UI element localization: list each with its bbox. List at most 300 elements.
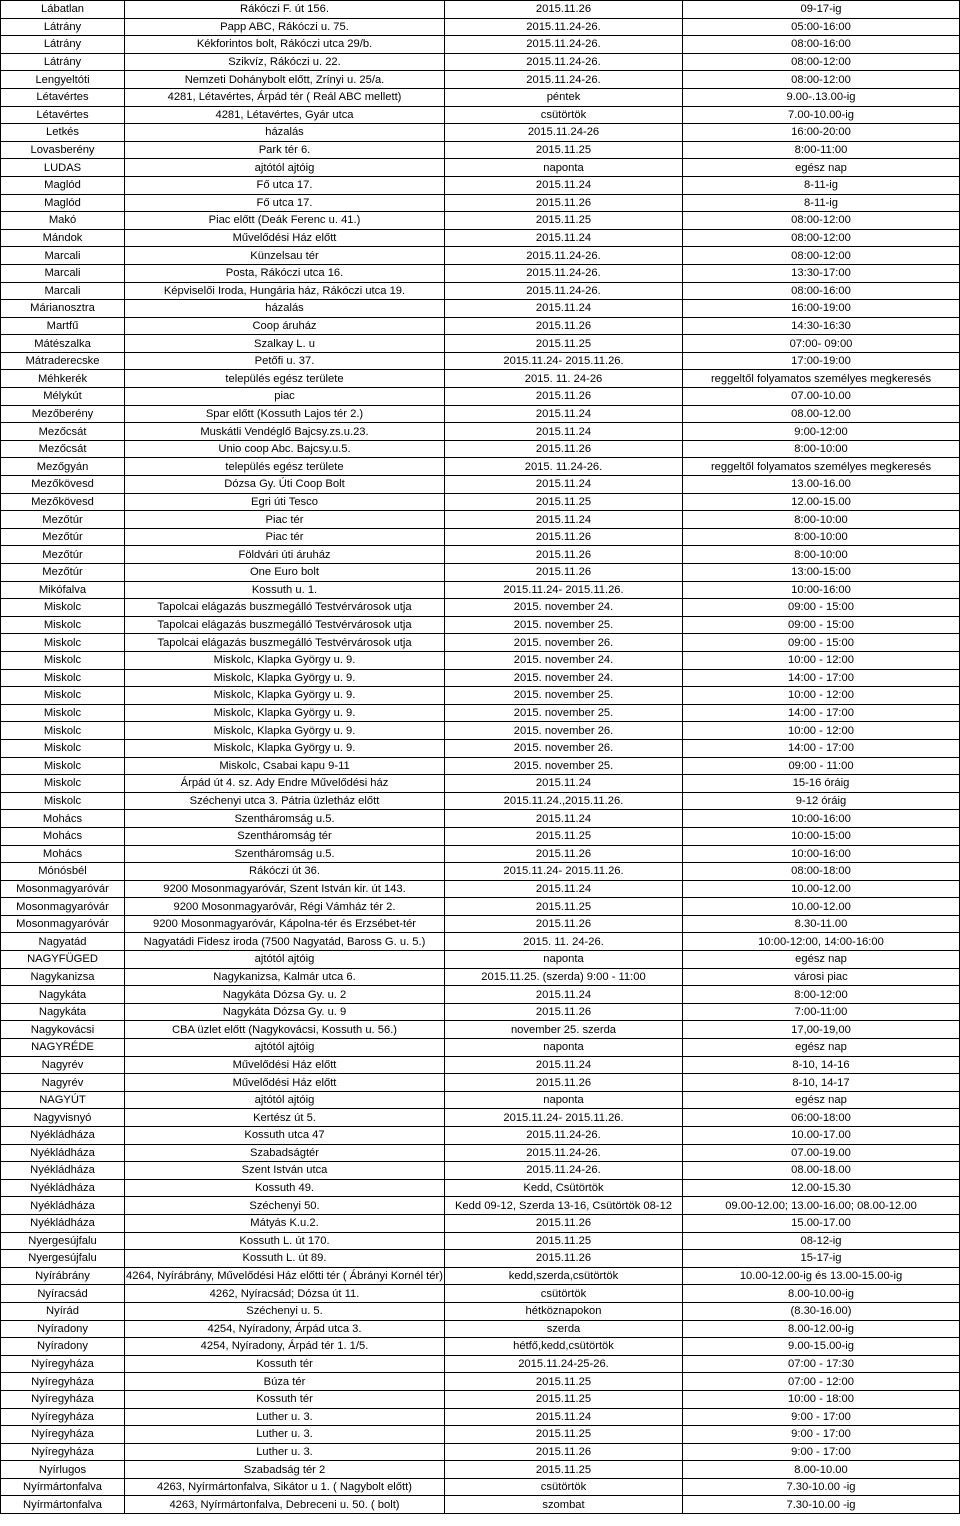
table-row xyxy=(1,458,960,476)
location-cell: Széchenyi u. 5. xyxy=(125,1302,445,1320)
time-cell: 08:00-12:00 xyxy=(683,71,960,89)
town-cell: Nagykáta xyxy=(1,986,125,1004)
table-row xyxy=(1,1232,960,1250)
time-cell: 12.00-15.30 xyxy=(683,1179,960,1197)
time-cell: 17:00-19:00 xyxy=(683,352,960,370)
date-cell: 2015.11.25 xyxy=(445,1232,683,1250)
table-row xyxy=(1,1250,960,1268)
time-cell: 8.00-12.00-ig xyxy=(683,1320,960,1338)
location-cell: Petőfi u. 37. xyxy=(125,352,445,370)
town-cell: Mezőcsát xyxy=(1,423,125,441)
table-row xyxy=(1,810,960,828)
table-row xyxy=(1,599,960,617)
town-cell: Mátészalka xyxy=(1,335,125,353)
date-cell: 2015. november 25. xyxy=(445,616,683,634)
location-cell: Nagykáta Dózsa Gy. u. 2 xyxy=(125,986,445,1004)
date-cell: 2015.11.24- 2015.11.26. xyxy=(445,863,683,881)
town-cell: Miskolc xyxy=(1,739,125,757)
town-cell: Látrány xyxy=(1,36,125,54)
time-cell: 12.00-15.00 xyxy=(683,493,960,511)
location-cell: Tapolcai elágazás buszmegálló Testvérvárosok utja xyxy=(125,599,445,617)
time-cell: 9:00 - 17:00 xyxy=(683,1426,960,1444)
date-cell: 2015.11.24 xyxy=(445,405,683,423)
town-cell: Méhkerék xyxy=(1,370,125,388)
location-cell: Nagykáta Dózsa Gy. u. 9 xyxy=(125,1003,445,1021)
date-cell: 2015.11.24 xyxy=(445,423,683,441)
location-cell: ajtótól ajtóig xyxy=(125,1091,445,1109)
time-cell: 13:30-17:00 xyxy=(683,264,960,282)
date-cell: 2015. 11.24-26. xyxy=(445,458,683,476)
town-cell: Nagyvisnyó xyxy=(1,1109,125,1127)
time-cell: 08-12-ig xyxy=(683,1232,960,1250)
town-cell: Márianosztra xyxy=(1,300,125,318)
table-row xyxy=(1,388,960,406)
time-cell: 7.30-10.00 -ig xyxy=(683,1496,960,1514)
time-cell: egész nap xyxy=(683,1039,960,1057)
location-cell: 9200 Mosonmagyaróvár, Szent István kir. út 143. xyxy=(125,880,445,898)
table-row xyxy=(1,1355,960,1373)
date-cell: 2015.11.24 xyxy=(445,1408,683,1426)
date-cell: 2015. november 25. xyxy=(445,687,683,705)
time-cell: 16:00-20:00 xyxy=(683,124,960,142)
town-cell: Nyírád xyxy=(1,1302,125,1320)
table-row xyxy=(1,229,960,247)
town-cell: Marcali xyxy=(1,247,125,265)
date-cell: 2015.11.24-26. xyxy=(445,1162,683,1180)
time-cell: 10.00-12.00 xyxy=(683,898,960,916)
time-cell: 08:00-18:00 xyxy=(683,863,960,881)
date-cell: szerda xyxy=(445,1320,683,1338)
location-cell: Nagyatádi Fidesz iroda (7500 Nagyatád, Baross G. u. 5.) xyxy=(125,933,445,951)
time-cell: reggeltől folyamatos személyes megkeresés xyxy=(683,370,960,388)
time-cell: 10.00-12.00 xyxy=(683,880,960,898)
date-cell: 2015. 11. 24-26. xyxy=(445,933,683,951)
location-cell: Szentháromság u.5. xyxy=(125,845,445,863)
town-cell: Mezőtúr xyxy=(1,546,125,564)
location-cell: 4262, Nyíracsád; Dózsa út 11. xyxy=(125,1285,445,1303)
table-row xyxy=(1,1162,960,1180)
table-row xyxy=(1,176,960,194)
date-cell: 2015.11.25 xyxy=(445,1426,683,1444)
table-row xyxy=(1,1074,960,1092)
date-cell: 2015. november 26. xyxy=(445,634,683,652)
location-cell: Kossuth tér xyxy=(125,1355,445,1373)
date-cell: 2015.11.25. (szerda) 9:00 - 11:00 xyxy=(445,968,683,986)
time-cell: 09:00 - 15:00 xyxy=(683,599,960,617)
town-cell: NAGYÚT xyxy=(1,1091,125,1109)
table-row xyxy=(1,1373,960,1391)
table-row xyxy=(1,1338,960,1356)
time-cell: 09-17-ig xyxy=(683,1,960,19)
town-cell: Letkés xyxy=(1,124,125,142)
table-row xyxy=(1,300,960,318)
table-row xyxy=(1,564,960,582)
location-cell: piac xyxy=(125,388,445,406)
time-cell: 10.00-17.00 xyxy=(683,1127,960,1145)
date-cell: 2015.11.24 xyxy=(445,1056,683,1074)
time-cell: 15.00-17.00 xyxy=(683,1214,960,1232)
town-cell: Martfű xyxy=(1,317,125,335)
table-row xyxy=(1,546,960,564)
location-cell: One Euro bolt xyxy=(125,564,445,582)
location-cell: Coop áruház xyxy=(125,317,445,335)
date-cell: 2015.11.26 xyxy=(445,1214,683,1232)
town-cell: Nyíregyháza xyxy=(1,1408,125,1426)
town-cell: Nyékládháza xyxy=(1,1127,125,1145)
town-cell: Miskolc xyxy=(1,722,125,740)
location-cell: Miskolc, Csabai kapu 9-11 xyxy=(125,757,445,775)
location-cell: Kossuth utca 47 xyxy=(125,1127,445,1145)
table-row xyxy=(1,757,960,775)
date-cell: naponta xyxy=(445,1039,683,1057)
date-cell: 2015.11.24 xyxy=(445,880,683,898)
date-cell: 2015.11.25 xyxy=(445,335,683,353)
table-row xyxy=(1,1,960,19)
town-cell: Mezőkövesd xyxy=(1,476,125,494)
table-row xyxy=(1,405,960,423)
table-row xyxy=(1,317,960,335)
location-cell: Szikvíz, Rákóczi u. 22. xyxy=(125,53,445,71)
location-cell: Szent István utca xyxy=(125,1162,445,1180)
time-cell: 10.00-12.00-ig és 13.00-15.00-ig xyxy=(683,1267,960,1285)
time-cell: reggeltől folyamatos személyes megkeresés xyxy=(683,458,960,476)
table-row xyxy=(1,1039,960,1057)
time-cell: 10:00 - 12:00 xyxy=(683,687,960,705)
date-cell: 2015.11.26 xyxy=(445,440,683,458)
table-row xyxy=(1,951,960,969)
location-cell: Művelődési Ház előtt xyxy=(125,1056,445,1074)
town-cell: Mezőtúr xyxy=(1,564,125,582)
time-cell: 15-17-ig xyxy=(683,1250,960,1268)
town-cell: Mosonmagyaróvár xyxy=(1,898,125,916)
table-row xyxy=(1,1496,960,1514)
time-cell: 07:00 - 12:00 xyxy=(683,1373,960,1391)
town-cell: Nyíregyháza xyxy=(1,1355,125,1373)
date-cell: 2015.11.24 xyxy=(445,176,683,194)
town-cell: Nagyatád xyxy=(1,933,125,951)
table-row xyxy=(1,1021,960,1039)
location-cell: 4281, Létavértes, Gyár utca xyxy=(125,106,445,124)
time-cell: 10:00-15:00 xyxy=(683,827,960,845)
table-row xyxy=(1,1109,960,1127)
town-cell: Nyergesújfalu xyxy=(1,1250,125,1268)
town-cell: Nyékládháza xyxy=(1,1197,125,1215)
table-row xyxy=(1,827,960,845)
time-cell: 06:00-18:00 xyxy=(683,1109,960,1127)
table-row xyxy=(1,18,960,36)
location-cell: Szalkay L. u xyxy=(125,335,445,353)
location-cell: Kertész út 5. xyxy=(125,1109,445,1127)
table-row xyxy=(1,493,960,511)
date-cell: 2015.11.24-26. xyxy=(445,1127,683,1145)
location-cell: Földvári úti áruház xyxy=(125,546,445,564)
date-cell: hétfő,kedd,csütörtök xyxy=(445,1338,683,1356)
table-row xyxy=(1,898,960,916)
town-cell: Nyékládháza xyxy=(1,1162,125,1180)
time-cell: 10:00 - 12:00 xyxy=(683,722,960,740)
town-cell: Mosonmagyaróvár xyxy=(1,880,125,898)
table-row xyxy=(1,986,960,1004)
time-cell: 9:00 - 17:00 xyxy=(683,1408,960,1426)
table-row xyxy=(1,616,960,634)
table-row xyxy=(1,1302,960,1320)
location-cell: Kossuth L. út 89. xyxy=(125,1250,445,1268)
table-row xyxy=(1,968,960,986)
location-cell: Piac tér xyxy=(125,528,445,546)
town-cell: Mohács xyxy=(1,810,125,828)
time-cell: 9.00-.13.00-ig xyxy=(683,88,960,106)
location-cell: Dózsa Gy. Úti Coop Bolt xyxy=(125,476,445,494)
date-cell: 2015.11.26 xyxy=(445,915,683,933)
date-cell: Kedd, Csütörtök xyxy=(445,1179,683,1197)
town-cell: Mónósbél xyxy=(1,863,125,881)
town-cell: Maglód xyxy=(1,176,125,194)
time-cell: 8:00-10:00 xyxy=(683,528,960,546)
time-cell: 9:00-12:00 xyxy=(683,423,960,441)
time-cell: 09:00 - 15:00 xyxy=(683,634,960,652)
table-row xyxy=(1,1267,960,1285)
time-cell: 8-11-ig xyxy=(683,194,960,212)
time-cell: 10:00-16:00 xyxy=(683,810,960,828)
town-cell: Miskolc xyxy=(1,616,125,634)
location-cell: házalás xyxy=(125,300,445,318)
location-cell: Papp ABC, Rákóczi u. 75. xyxy=(125,18,445,36)
table-row xyxy=(1,88,960,106)
table-row xyxy=(1,1179,960,1197)
time-cell: 9:00 - 17:00 xyxy=(683,1443,960,1461)
town-cell: Nyergesújfalu xyxy=(1,1232,125,1250)
time-cell: 05:00-16:00 xyxy=(683,18,960,36)
table-row xyxy=(1,528,960,546)
date-cell: november 25. szerda xyxy=(445,1021,683,1039)
town-cell: Miskolc xyxy=(1,792,125,810)
time-cell: egész nap xyxy=(683,1091,960,1109)
town-cell: Lovasberény xyxy=(1,141,125,159)
date-cell: 2015.11.26 xyxy=(445,546,683,564)
date-cell: 2015.11.24 xyxy=(445,511,683,529)
location-cell: település egész területe xyxy=(125,370,445,388)
location-cell: 9200 Mosonmagyaróvár, Kápolna-tér és Erzsébet-tér xyxy=(125,915,445,933)
date-cell: hétköznapokon xyxy=(445,1302,683,1320)
date-cell: péntek xyxy=(445,88,683,106)
date-cell: 2015.11.24 xyxy=(445,810,683,828)
date-cell: 2015. november 26. xyxy=(445,739,683,757)
date-cell: 2015. november 25. xyxy=(445,704,683,722)
table-row xyxy=(1,651,960,669)
table-row xyxy=(1,1056,960,1074)
time-cell: 08:00-12:00 xyxy=(683,212,960,230)
table-row xyxy=(1,915,960,933)
town-cell: Nyírmártonfalva xyxy=(1,1478,125,1496)
location-cell: Rákóczi F. út 156. xyxy=(125,1,445,19)
time-cell: 13.00-16.00 xyxy=(683,476,960,494)
time-cell: egész nap xyxy=(683,951,960,969)
time-cell: 8.00-10.00 xyxy=(683,1461,960,1479)
time-cell: 08:00-16:00 xyxy=(683,36,960,54)
time-cell: 15-16 óráig xyxy=(683,775,960,793)
table-row xyxy=(1,335,960,353)
date-cell: 2015.11.24- 2015.11.26. xyxy=(445,581,683,599)
time-cell: 08:00-16:00 xyxy=(683,282,960,300)
table-row xyxy=(1,511,960,529)
table-row xyxy=(1,722,960,740)
location-cell: Tapolcai elágazás buszmegálló Testvérvárosok utja xyxy=(125,616,445,634)
location-cell: Spar előtt (Kossuth Lajos tér 2.) xyxy=(125,405,445,423)
table-row xyxy=(1,1426,960,1444)
location-cell: Piac előtt (Deák Ferenc u. 41.) xyxy=(125,212,445,230)
location-cell: házalás xyxy=(125,124,445,142)
time-cell: 14:00 - 17:00 xyxy=(683,704,960,722)
location-cell: ajtótól ajtóig xyxy=(125,951,445,969)
time-cell: 07:00 - 17:30 xyxy=(683,1355,960,1373)
date-cell: 2015.11.24-26. xyxy=(445,71,683,89)
date-cell: szombat xyxy=(445,1496,683,1514)
table-row xyxy=(1,863,960,881)
table-row xyxy=(1,739,960,757)
time-cell: 10:00-16:00 xyxy=(683,581,960,599)
date-cell: 2015.11.26 xyxy=(445,317,683,335)
location-cell: Széchenyi 50. xyxy=(125,1197,445,1215)
time-cell: 16:00-19:00 xyxy=(683,300,960,318)
table-row xyxy=(1,194,960,212)
time-cell: 09.00-12.00; 13.00-16.00; 08.00-12.00 xyxy=(683,1197,960,1215)
town-cell: Mándok xyxy=(1,229,125,247)
date-cell: csütörtök xyxy=(445,1285,683,1303)
date-cell: 2015.11.24 xyxy=(445,775,683,793)
town-cell: Miskolc xyxy=(1,634,125,652)
town-cell: Nyíregyháza xyxy=(1,1373,125,1391)
location-cell: 4263, Nyírmártonfalva, Sikátor u 1. ( Nagybolt előtt) xyxy=(125,1478,445,1496)
location-cell: Nemzeti Dohánybolt előtt, Zrínyi u. 25/a. xyxy=(125,71,445,89)
town-cell: Nyíradony xyxy=(1,1338,125,1356)
time-cell: 8:00-10:00 xyxy=(683,511,960,529)
date-cell: 2015.11.25 xyxy=(445,827,683,845)
table-row xyxy=(1,1091,960,1109)
location-cell: Kékforintos bolt, Rákóczi utca 29/b. xyxy=(125,36,445,54)
town-cell: Miskolc xyxy=(1,687,125,705)
town-cell: Mezőtúr xyxy=(1,511,125,529)
location-cell: Rákóczi út 36. xyxy=(125,863,445,881)
time-cell: 07.00-19.00 xyxy=(683,1144,960,1162)
time-cell: 14:30-16:30 xyxy=(683,317,960,335)
location-cell: 4254, Nyíradony, Árpád utca 3. xyxy=(125,1320,445,1338)
date-cell: 2015. 11. 24-26 xyxy=(445,370,683,388)
location-cell: Muskátli Vendéglő Bajcsy.zs.u.23. xyxy=(125,423,445,441)
time-cell: 8-11-ig xyxy=(683,176,960,194)
time-cell: 10:00 - 12:00 xyxy=(683,651,960,669)
date-cell: 2015.11.26 xyxy=(445,528,683,546)
table-row xyxy=(1,634,960,652)
time-cell: 7.00-10.00-ig xyxy=(683,106,960,124)
time-cell: 08:00-12:00 xyxy=(683,53,960,71)
table-row xyxy=(1,141,960,159)
events-table-body xyxy=(1,1,960,1514)
town-cell: Mikófalva xyxy=(1,581,125,599)
town-cell: Nyírlugos xyxy=(1,1461,125,1479)
table-row xyxy=(1,1127,960,1145)
time-cell: városi piac xyxy=(683,968,960,986)
town-cell: NAGYRÉDE xyxy=(1,1039,125,1057)
location-cell: Miskolc, Klapka György u. 9. xyxy=(125,739,445,757)
time-cell: 9-12 óráig xyxy=(683,792,960,810)
town-cell: Mezőtúr xyxy=(1,528,125,546)
date-cell: 2015.11.24- 2015.11.26. xyxy=(445,352,683,370)
date-cell: 2015.11.24-25-26. xyxy=(445,1355,683,1373)
town-cell: Nagyrév xyxy=(1,1056,125,1074)
date-cell: csütörtök xyxy=(445,1478,683,1496)
date-cell: 2015.11.24 xyxy=(445,229,683,247)
time-cell: 7.30-10.00 -ig xyxy=(683,1478,960,1496)
table-row xyxy=(1,1285,960,1303)
location-cell: Park tér 6. xyxy=(125,141,445,159)
town-cell: Nyírmártonfalva xyxy=(1,1496,125,1514)
time-cell: 8-10, 14-16 xyxy=(683,1056,960,1074)
town-cell: Marcali xyxy=(1,264,125,282)
town-cell: Nagykanizsa xyxy=(1,968,125,986)
table-row xyxy=(1,669,960,687)
table-row xyxy=(1,1144,960,1162)
time-cell: 10:00-16:00 xyxy=(683,845,960,863)
table-row xyxy=(1,282,960,300)
table-row xyxy=(1,352,960,370)
location-cell: Miskolc, Klapka György u. 9. xyxy=(125,687,445,705)
table-row xyxy=(1,423,960,441)
date-cell: csütörtök xyxy=(445,106,683,124)
date-cell: 2015.11.24-26. xyxy=(445,247,683,265)
date-cell: naponta xyxy=(445,159,683,177)
town-cell: Miskolc xyxy=(1,669,125,687)
table-row xyxy=(1,1408,960,1426)
location-cell: Szentháromság tér xyxy=(125,827,445,845)
date-cell: 2015.11.24.,2015.11.26. xyxy=(445,792,683,810)
date-cell: 2015.11.24-26. xyxy=(445,53,683,71)
location-cell: Kossuth u. 1. xyxy=(125,581,445,599)
table-row xyxy=(1,1478,960,1496)
time-cell: 8:00-10:00 xyxy=(683,546,960,564)
time-cell: 09:00 - 15:00 xyxy=(683,616,960,634)
time-cell: 13:00-15:00 xyxy=(683,564,960,582)
time-cell: 8:00-11:00 xyxy=(683,141,960,159)
town-cell: Mezőgyán xyxy=(1,458,125,476)
town-cell: NAGYFÜGED xyxy=(1,951,125,969)
date-cell: 2015.11.25 xyxy=(445,141,683,159)
town-cell: Nagykáta xyxy=(1,1003,125,1021)
town-cell: Nagykovácsi xyxy=(1,1021,125,1039)
time-cell: 8.30-11.00 xyxy=(683,915,960,933)
date-cell: 2015. november 26. xyxy=(445,722,683,740)
town-cell: Látrány xyxy=(1,53,125,71)
town-cell: Nagyrév xyxy=(1,1074,125,1092)
location-cell: Miskolc, Klapka György u. 9. xyxy=(125,669,445,687)
location-cell: Képviselői Iroda, Hungária ház, Rákóczi utca 19. xyxy=(125,282,445,300)
date-cell: 2015.11.25 xyxy=(445,1373,683,1391)
town-cell: Nyírábrány xyxy=(1,1267,125,1285)
date-cell: 2015.11.26 xyxy=(445,845,683,863)
table-row xyxy=(1,124,960,142)
table-row xyxy=(1,476,960,494)
town-cell: Lábatlan xyxy=(1,1,125,19)
location-cell: Árpád út 4. sz. Ady Endre Művelődési ház xyxy=(125,775,445,793)
location-cell: 4263, Nyírmártonfalva, Debreceni u. 50. ( bolt) xyxy=(125,1496,445,1514)
date-cell: kedd,szerda,csütörtök xyxy=(445,1267,683,1285)
location-cell: 9200 Mosonmagyaróvár, Régi Vámház tér 2. xyxy=(125,898,445,916)
table-row xyxy=(1,581,960,599)
time-cell: 9.00-15.00-ig xyxy=(683,1338,960,1356)
time-cell: 08.00-18.00 xyxy=(683,1162,960,1180)
date-cell: 2015.11.26 xyxy=(445,1074,683,1092)
location-cell: Fő utca 17. xyxy=(125,194,445,212)
location-cell: Fő utca 17. xyxy=(125,176,445,194)
